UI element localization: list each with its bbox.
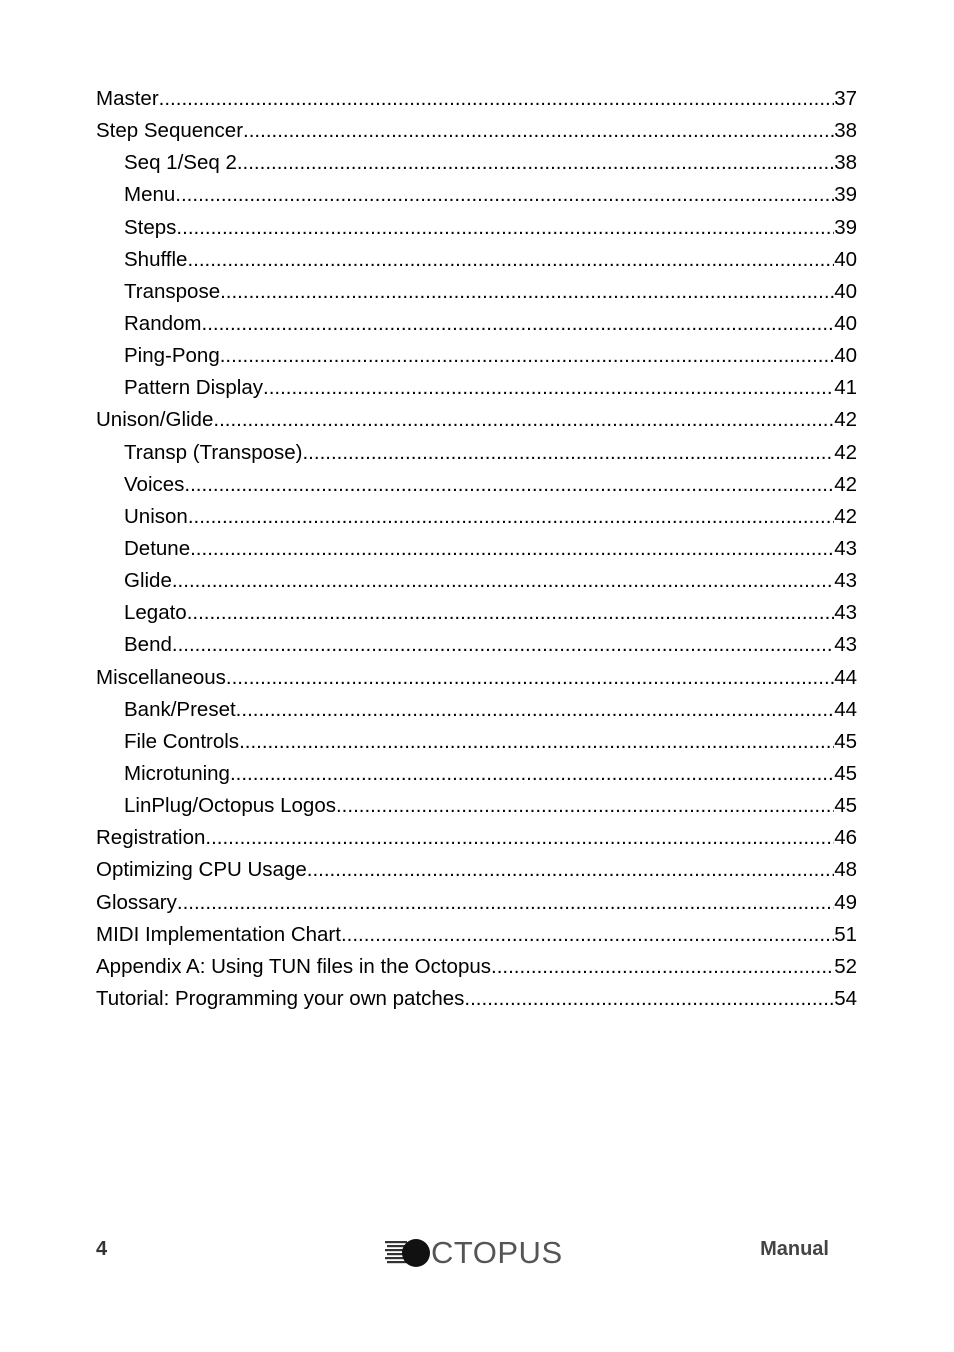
toc-dot-leader: [220, 276, 834, 308]
toc-entry-label: Microtuning: [124, 761, 230, 785]
toc-entry[interactable]: [96, 951, 857, 983]
toc-dot-leader: [176, 212, 834, 244]
toc-dot-leader: [230, 758, 834, 790]
toc-entry-label: Random: [124, 311, 202, 335]
toc-entry-page: 54: [834, 986, 857, 1010]
toc-entry-page: 43: [834, 601, 857, 625]
toc-entry[interactable]: [96, 372, 857, 404]
toc-entry-label: Legato: [124, 601, 187, 625]
toc-dot-leader: [172, 629, 834, 661]
toc-entry-label: Ping-Pong: [124, 344, 220, 368]
toc-dot-leader: [205, 822, 834, 854]
toc-entry[interactable]: [96, 629, 857, 661]
toc-entry-label: Seq 1/Seq 2: [124, 151, 237, 175]
octopus-logo-mark-icon: [385, 1235, 431, 1271]
toc-entry-label: LinPlug/Octopus Logos: [124, 794, 336, 818]
toc-dot-leader: [307, 854, 834, 886]
toc-entry-label: Shuffle: [124, 247, 188, 271]
toc-entry[interactable]: [96, 501, 857, 533]
toc-entry[interactable]: [96, 533, 857, 565]
toc-entry-label: Unison: [124, 504, 188, 528]
table-of-contents: [96, 83, 857, 1015]
toc-entry-label: Registration: [96, 826, 206, 850]
toc-dot-leader: [187, 597, 834, 629]
toc-entry-label: Bank/Preset: [124, 697, 236, 721]
toc-dot-leader: [184, 469, 834, 501]
toc-entry[interactable]: [96, 212, 857, 244]
toc-entry[interactable]: [96, 726, 857, 758]
toc-entry-label: Voices: [124, 472, 185, 496]
toc-entry[interactable]: [96, 115, 857, 147]
toc-dot-leader: [159, 83, 835, 115]
toc-entry-page: 40: [834, 247, 857, 271]
toc-entry-label: Unison/Glide: [96, 408, 214, 432]
toc-entry-page: 37: [834, 87, 857, 110]
toc-entry[interactable]: [96, 83, 857, 115]
toc-dot-leader: [263, 372, 834, 404]
toc-entry-page: 51: [834, 922, 857, 946]
toc-entry[interactable]: [96, 983, 857, 1015]
toc-entry[interactable]: [96, 276, 857, 308]
toc-dot-leader: [213, 404, 834, 436]
toc-entry-label: Detune: [124, 536, 191, 560]
toc-entry[interactable]: [96, 597, 857, 629]
toc-entry-page: 42: [834, 408, 857, 432]
toc-entry-page: 45: [834, 761, 857, 785]
toc-entry-label: Tutorial: Programming your own patches: [96, 986, 465, 1010]
toc-entry-label: Pattern Display: [124, 376, 264, 400]
toc-entry[interactable]: [96, 790, 857, 822]
toc-entry[interactable]: [96, 565, 857, 597]
toc-dot-leader: [302, 437, 834, 469]
toc-dot-leader: [175, 179, 834, 211]
toc-entry[interactable]: [96, 340, 857, 372]
toc-entry-page: 42: [834, 472, 857, 496]
toc-entry-label: Transp (Transpose): [124, 440, 303, 464]
toc-entry-label: Steps: [124, 215, 177, 239]
toc-entry-page: 52: [834, 954, 857, 978]
toc-entry[interactable]: [96, 854, 857, 886]
toc-entry[interactable]: [96, 694, 857, 726]
octopus-logo-text: CTOPUS: [431, 1235, 563, 1270]
toc-dot-leader: [220, 340, 834, 372]
toc-entry[interactable]: [96, 919, 857, 951]
toc-entry[interactable]: [96, 404, 857, 436]
toc-entry[interactable]: [96, 437, 857, 469]
toc-entry-page: 38: [834, 151, 857, 175]
toc-entry-label: Glossary: [96, 890, 177, 914]
toc-entry-page: 45: [834, 729, 857, 753]
toc-entry-page: 42: [834, 440, 857, 464]
toc-entry-page: 43: [834, 536, 857, 560]
toc-entry-page: 44: [834, 697, 857, 721]
toc-entry-page: 42: [834, 504, 857, 528]
toc-entry-page: 43: [834, 569, 857, 593]
page-number: 4: [96, 1238, 108, 1260]
toc-entry-page: 49: [834, 890, 857, 914]
toc-dot-leader: [202, 308, 835, 340]
toc-entry-page: 39: [834, 215, 857, 239]
toc-dot-leader: [226, 662, 834, 694]
toc-dot-leader: [239, 726, 834, 758]
toc-entry-label: MIDI Implementation Chart: [96, 922, 341, 946]
toc-entry-page: 48: [834, 858, 857, 882]
toc-dot-leader: [236, 694, 835, 726]
toc-entry-page: 40: [834, 279, 857, 303]
toc-entry-label: Miscellaneous: [96, 665, 226, 689]
toc-entry-page: 39: [834, 183, 857, 207]
toc-entry[interactable]: [96, 308, 857, 340]
toc-entry-page: 41: [834, 376, 857, 400]
toc-entry-page: 38: [834, 119, 857, 143]
toc-dot-leader: [491, 951, 834, 983]
toc-dot-leader: [237, 147, 834, 179]
toc-entry[interactable]: [96, 822, 857, 854]
toc-entry[interactable]: [96, 887, 857, 919]
toc-entry-label: Glide: [124, 569, 172, 593]
toc-entry[interactable]: [96, 179, 857, 211]
toc-dot-leader: [464, 983, 834, 1015]
toc-dot-leader: [190, 533, 834, 565]
toc-entry-label: Master: [96, 87, 159, 110]
toc-entry-label: File Controls: [124, 729, 240, 753]
octopus-logo: [385, 1235, 570, 1271]
toc-entry[interactable]: [96, 147, 857, 179]
toc-entry[interactable]: [96, 244, 857, 276]
toc-entry-page: 44: [834, 665, 857, 689]
toc-entry-label: Bend: [124, 633, 172, 657]
toc-entry-page: 40: [834, 311, 857, 335]
toc-dot-leader: [187, 244, 834, 276]
toc-dot-leader: [243, 115, 834, 147]
toc-entry-page: 45: [834, 794, 857, 818]
toc-entry-label: Optimizing CPU Usage: [96, 858, 307, 882]
toc-entry[interactable]: [96, 469, 857, 501]
toc-dot-leader: [341, 919, 834, 951]
toc-entry-label: Transpose: [124, 279, 221, 303]
toc-entry-label: Step Sequencer: [96, 119, 244, 143]
toc-entry-page: 46: [834, 826, 857, 850]
toc-entry-label: Menu: [124, 183, 176, 207]
toc-dot-leader: [336, 790, 834, 822]
toc-entry[interactable]: [96, 758, 857, 790]
toc-entry-page: 43: [834, 633, 857, 657]
toc-dot-leader: [172, 565, 834, 597]
toc-entry[interactable]: [96, 662, 857, 694]
toc-entry-label: Appendix A: Using TUN files in the Octopus: [96, 954, 492, 978]
toc-entry-page: 40: [834, 344, 857, 368]
toc-dot-leader: [188, 501, 834, 533]
toc-dot-leader: [177, 887, 834, 919]
document-label: Manual: [760, 1238, 829, 1260]
